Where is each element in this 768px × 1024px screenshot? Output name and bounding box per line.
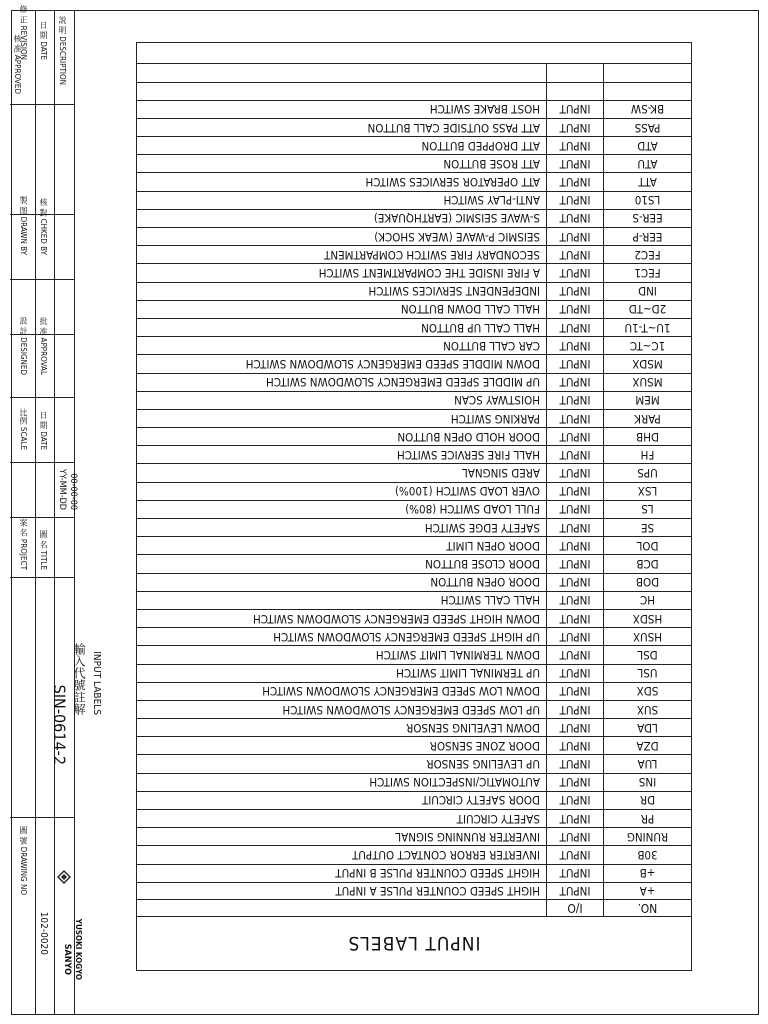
row-description: OVER LOAD SWITCH (100%) bbox=[394, 484, 540, 499]
tb-line bbox=[10, 397, 74, 398]
row-description: DOOR ZONE SENSOR bbox=[429, 738, 540, 753]
date-value-2: 00-00-00 bbox=[68, 473, 78, 510]
label-approved: 核 准 APPROVED bbox=[13, 34, 22, 94]
row-no: DOL bbox=[603, 537, 691, 554]
row-io: INPUT bbox=[546, 301, 603, 318]
drawing-title-cn: 輸入代號註解 bbox=[72, 643, 86, 715]
row-io: INPUT bbox=[546, 737, 603, 754]
table-row bbox=[137, 227, 691, 245]
row-description: INVERTER ERROR CONTACT OUTPUT bbox=[352, 848, 540, 863]
row-no: INS bbox=[603, 774, 691, 791]
table-row bbox=[137, 882, 691, 900]
header-io: I/O bbox=[546, 900, 603, 917]
date-value: YY-MM-DD bbox=[57, 468, 67, 510]
table-row bbox=[137, 82, 691, 100]
label-date: 日 期 DATE bbox=[39, 20, 48, 60]
row-description: PARKING SWITCH bbox=[450, 411, 540, 426]
row-io: INPUT bbox=[546, 774, 603, 791]
row-no: FEC2 bbox=[603, 246, 691, 263]
row-description: INDEPENDENT SERVICES SWITCH bbox=[368, 284, 540, 299]
row-io: INPUT bbox=[546, 319, 603, 336]
table-row bbox=[137, 627, 691, 645]
row-no: BK-SW bbox=[603, 101, 691, 118]
row-description: DOWN LEVELING SENSOR bbox=[406, 720, 540, 735]
table-row bbox=[137, 391, 691, 409]
row-no: FEC1 bbox=[603, 264, 691, 281]
row-no: HSUX bbox=[603, 628, 691, 645]
table-row bbox=[137, 573, 691, 591]
table-row bbox=[137, 409, 691, 427]
label-revision: 修 正 REVISION bbox=[19, 5, 28, 60]
table-row bbox=[137, 645, 691, 663]
row-description: HALL CALL UP BUTTON bbox=[421, 320, 540, 335]
tb-line bbox=[10, 104, 74, 105]
row-description bbox=[141, 64, 540, 81]
row-description: DOOR OPEN BUTTON bbox=[430, 575, 540, 590]
table-row bbox=[137, 791, 691, 809]
row-description: HIGHT SPEED COUNTER PULSE A INPUT bbox=[335, 884, 540, 899]
table-row bbox=[137, 554, 691, 572]
row-no: DSL bbox=[603, 646, 691, 663]
row-description: DOWN HIGHT SPEED EMERGENCY SLOWDOWN SWITCH bbox=[252, 611, 540, 626]
row-no: PR bbox=[603, 810, 691, 827]
row-description: INVERTER RUNNING SIGNAL bbox=[395, 829, 540, 844]
row-description: HALL CALL SWITCH bbox=[440, 593, 540, 608]
table-row bbox=[137, 282, 691, 300]
drawing-number: 102-0020 bbox=[38, 911, 49, 955]
row-description: FULL LOAD SWITCH (80%) bbox=[405, 502, 540, 517]
header-desc bbox=[141, 900, 540, 917]
row-description: CAR CALL BUTTON bbox=[443, 338, 540, 353]
row-no: EER-P bbox=[603, 228, 691, 245]
row-description: SECONDARY FIRE SWITCH COMPARTMENT bbox=[324, 247, 540, 262]
table-row bbox=[137, 664, 691, 682]
row-io: INPUT bbox=[546, 446, 603, 463]
table-row bbox=[137, 336, 691, 354]
label-title: 圖 名 TITLE bbox=[39, 529, 48, 570]
row-description: ATT ROSE BUTTON bbox=[443, 156, 540, 171]
row-no bbox=[603, 64, 691, 81]
row-io: INPUT bbox=[546, 683, 603, 700]
row-no: USL bbox=[603, 665, 691, 682]
row-description: DOOR HOLD OPEN BUTTON bbox=[397, 429, 540, 444]
row-no: PARK bbox=[603, 410, 691, 427]
row-no: +B bbox=[603, 865, 691, 882]
table-row bbox=[137, 864, 691, 882]
row-io: INPUT bbox=[546, 246, 603, 263]
drawing-title: SIN-0614-2 bbox=[50, 684, 69, 765]
table-row bbox=[137, 482, 691, 500]
row-description: DOWN MIDDLE SPEED EMERGENCY SLOWDOWN SWITCH bbox=[245, 356, 540, 371]
row-no: LS10 bbox=[603, 192, 691, 209]
label-drawing-no: 圖 號 DRAWING NO bbox=[19, 826, 28, 895]
table-row bbox=[137, 718, 691, 736]
row-no: EER-S bbox=[603, 210, 691, 227]
table-row bbox=[137, 464, 691, 482]
row-no bbox=[603, 83, 691, 100]
row-io: INPUT bbox=[546, 228, 603, 245]
row-io: INPUT bbox=[546, 537, 603, 554]
table-row bbox=[137, 191, 691, 209]
row-io bbox=[546, 83, 603, 100]
table-row bbox=[137, 118, 691, 136]
row-no: ATD bbox=[603, 137, 691, 154]
row-io: INPUT bbox=[546, 592, 603, 609]
row-description: AUTOMATIC/INSPECTION SWITCH bbox=[369, 775, 540, 790]
row-io: INPUT bbox=[546, 410, 603, 427]
row-no: ATT bbox=[603, 174, 691, 191]
table-row bbox=[137, 773, 691, 791]
row-description bbox=[141, 83, 540, 100]
table-row bbox=[137, 809, 691, 827]
row-io: INPUT bbox=[546, 519, 603, 536]
table-row bbox=[137, 300, 691, 318]
table-row bbox=[137, 682, 691, 700]
table-row bbox=[137, 845, 691, 863]
row-no: MEM bbox=[603, 392, 691, 409]
row-description: DOWN LOW SPEED EMERGENCY SLOWDOWN SWITCH bbox=[262, 684, 540, 699]
table-row bbox=[137, 373, 691, 391]
table-row bbox=[137, 427, 691, 445]
row-io: INPUT bbox=[546, 756, 603, 773]
row-no: DHB bbox=[603, 428, 691, 445]
row-io: INPUT bbox=[546, 701, 603, 718]
row-no: DOB bbox=[603, 574, 691, 591]
row-io: INPUT bbox=[546, 810, 603, 827]
table-row bbox=[137, 609, 691, 627]
row-description: UP HIGHT SPEED EMERGENCY SLOWDOWN SWITCH bbox=[273, 629, 540, 644]
table-row bbox=[137, 245, 691, 263]
row-io: INPUT bbox=[546, 555, 603, 572]
table-row bbox=[137, 736, 691, 754]
row-description: SAFETY EDGE SWITCH bbox=[424, 520, 540, 535]
table-header bbox=[137, 899, 691, 917]
row-no: MSUX bbox=[603, 374, 691, 391]
row-io: INPUT bbox=[546, 283, 603, 300]
company-name-2: YUSOKI KOGYO bbox=[74, 918, 83, 980]
row-io: INPUT bbox=[546, 610, 603, 627]
row-io: INPUT bbox=[546, 264, 603, 281]
table-row bbox=[137, 445, 691, 463]
row-no: LDA bbox=[603, 719, 691, 736]
row-no: DR bbox=[603, 792, 691, 809]
row-io: INPUT bbox=[546, 137, 603, 154]
row-no: +A bbox=[603, 883, 691, 900]
table-row bbox=[137, 63, 691, 81]
sanyo-logo-icon bbox=[57, 869, 71, 885]
tb-line bbox=[10, 279, 74, 280]
label-date-2: 日 期 DATE bbox=[39, 410, 48, 450]
label-drawn-by: 製 图 DRAWN BY bbox=[19, 196, 28, 255]
row-description: HIGHT SPEED COUNTER PULSE B INPUT bbox=[335, 866, 540, 881]
row-io: INPUT bbox=[546, 665, 603, 682]
label-project: 案 名 PROJECT bbox=[19, 518, 28, 570]
table-row bbox=[137, 536, 691, 554]
row-io: INPUT bbox=[546, 792, 603, 809]
row-no: DZA bbox=[603, 737, 691, 754]
row-description: HOISTWAY SCAN bbox=[454, 393, 540, 408]
row-no: DCB bbox=[603, 555, 691, 572]
row-no: 30B bbox=[603, 846, 691, 863]
row-description: HOST BRAKE SWITCH bbox=[429, 102, 540, 117]
row-no: RUNING bbox=[603, 828, 691, 845]
tb-line bbox=[10, 577, 74, 578]
row-io: INPUT bbox=[546, 155, 603, 172]
row-io: INPUT bbox=[546, 846, 603, 863]
row-io: INPUT bbox=[546, 374, 603, 391]
row-io: INPUT bbox=[546, 883, 603, 900]
row-description: DOOR OPEN LIMIT bbox=[446, 538, 540, 553]
row-description: ARED SINGNAL bbox=[461, 466, 540, 481]
table-row bbox=[137, 591, 691, 609]
row-io: INPUT bbox=[546, 574, 603, 591]
tb-line bbox=[10, 817, 74, 818]
row-no: HC bbox=[603, 592, 691, 609]
table-row bbox=[137, 318, 691, 336]
row-no: SUX bbox=[603, 701, 691, 718]
row-description: ATT OPERATOR SERVICES SWITCH bbox=[365, 175, 540, 190]
table-row bbox=[137, 173, 691, 191]
title-block-col-2 bbox=[35, 10, 54, 1015]
row-no: 1C~TC bbox=[603, 337, 691, 354]
row-description: UP LOW SPEED EMERGENCY SLOWDOWN SWITCH bbox=[282, 702, 540, 717]
table-row bbox=[137, 827, 691, 845]
row-no: SDX bbox=[603, 683, 691, 700]
drawing-title-en: INPUT LABELS bbox=[91, 651, 102, 715]
row-io: INPUT bbox=[546, 174, 603, 191]
row-io: INPUT bbox=[546, 501, 603, 518]
row-description: ATT DROPPED BUTTON bbox=[421, 138, 540, 153]
label-approval: 批 准 APPROVAL bbox=[39, 316, 48, 375]
row-no: HSDX bbox=[603, 610, 691, 627]
row-description: ATT PASS OUTSIDE CALL BUTTON bbox=[367, 120, 540, 135]
table-row bbox=[137, 154, 691, 172]
tb-line bbox=[10, 462, 74, 463]
table-row bbox=[137, 354, 691, 372]
row-description: SEISMIC P-WAVE (WEAK SHOCK) bbox=[374, 229, 540, 244]
row-description: UP MIDDLE SPEED EMERGENCY SLOWDOWN SWITCH bbox=[266, 375, 540, 390]
row-io: INPUT bbox=[546, 465, 603, 482]
input-labels-table bbox=[136, 42, 692, 971]
row-description: HALL FIRE SERVICE SWITCH bbox=[396, 447, 540, 462]
row-description: A FIRE INSIDE THE COMPARTMENT SWITCH bbox=[318, 266, 540, 281]
row-description: UP LEVELING SENSOR bbox=[426, 757, 540, 772]
row-no: UPS bbox=[603, 465, 691, 482]
table-row bbox=[137, 136, 691, 154]
row-description: DOOR SAFETY CIRCUIT bbox=[421, 793, 540, 808]
row-no: ATU bbox=[603, 155, 691, 172]
row-io: INPUT bbox=[546, 101, 603, 118]
label-scale: 比例 SCALE bbox=[19, 408, 28, 450]
row-description: UP TERMINAL LIMIT SWITCH bbox=[396, 666, 540, 681]
row-io: INPUT bbox=[546, 355, 603, 372]
header-no: NO. bbox=[603, 900, 691, 917]
row-io: INPUT bbox=[546, 119, 603, 136]
row-no: 1U~T-1U bbox=[603, 319, 691, 336]
row-no: 2D~TD bbox=[603, 301, 691, 318]
table-body bbox=[137, 63, 691, 900]
row-io: INPUT bbox=[546, 428, 603, 445]
table-row bbox=[137, 209, 691, 227]
row-no: PASS bbox=[603, 119, 691, 136]
row-io: INPUT bbox=[546, 210, 603, 227]
title-block bbox=[11, 5, 102, 1015]
label-chked-by: 核 對 CHKED BY bbox=[39, 198, 48, 255]
table-row bbox=[137, 518, 691, 536]
row-no: MSDX bbox=[603, 355, 691, 372]
table-row bbox=[137, 700, 691, 718]
row-io: INPUT bbox=[546, 392, 603, 409]
company-logo bbox=[57, 865, 71, 885]
label-description: 説 明 DESCRIPTION bbox=[58, 15, 67, 85]
row-no: SE bbox=[603, 519, 691, 536]
row-no: LUA bbox=[603, 756, 691, 773]
row-io: INPUT bbox=[546, 337, 603, 354]
row-description: SAFETY CIRCUIT bbox=[456, 811, 540, 826]
label-designed: 設 計 DESIGNED bbox=[19, 316, 28, 375]
row-io bbox=[546, 64, 603, 81]
row-description: HALL CALL DOWN BUTTON bbox=[400, 302, 540, 317]
table-row bbox=[137, 755, 691, 773]
row-description: ANTI-PLAY SWITCH bbox=[443, 193, 540, 208]
table-row bbox=[137, 100, 691, 118]
table-row bbox=[137, 263, 691, 281]
row-description: DOWN TERMINAL LIMIT SWITCH bbox=[375, 647, 540, 662]
row-io: INPUT bbox=[546, 828, 603, 845]
row-no: IND bbox=[603, 283, 691, 300]
table-row bbox=[137, 500, 691, 518]
company-name: SANYO bbox=[62, 943, 72, 975]
row-io: INPUT bbox=[546, 628, 603, 645]
row-io: INPUT bbox=[546, 646, 603, 663]
row-io: INPUT bbox=[546, 865, 603, 882]
row-description: S-WAVE SEISMIC (EARTHQUAKE) bbox=[373, 211, 540, 226]
row-io: INPUT bbox=[546, 483, 603, 500]
row-description: DOOR CLOSE BUTTON bbox=[425, 557, 540, 572]
table-title: INPUT LABELS bbox=[137, 916, 691, 970]
row-io: INPUT bbox=[546, 192, 603, 209]
row-no: LS bbox=[603, 501, 691, 518]
row-no: LSX bbox=[603, 483, 691, 500]
row-io: INPUT bbox=[546, 719, 603, 736]
row-no: FH bbox=[603, 446, 691, 463]
